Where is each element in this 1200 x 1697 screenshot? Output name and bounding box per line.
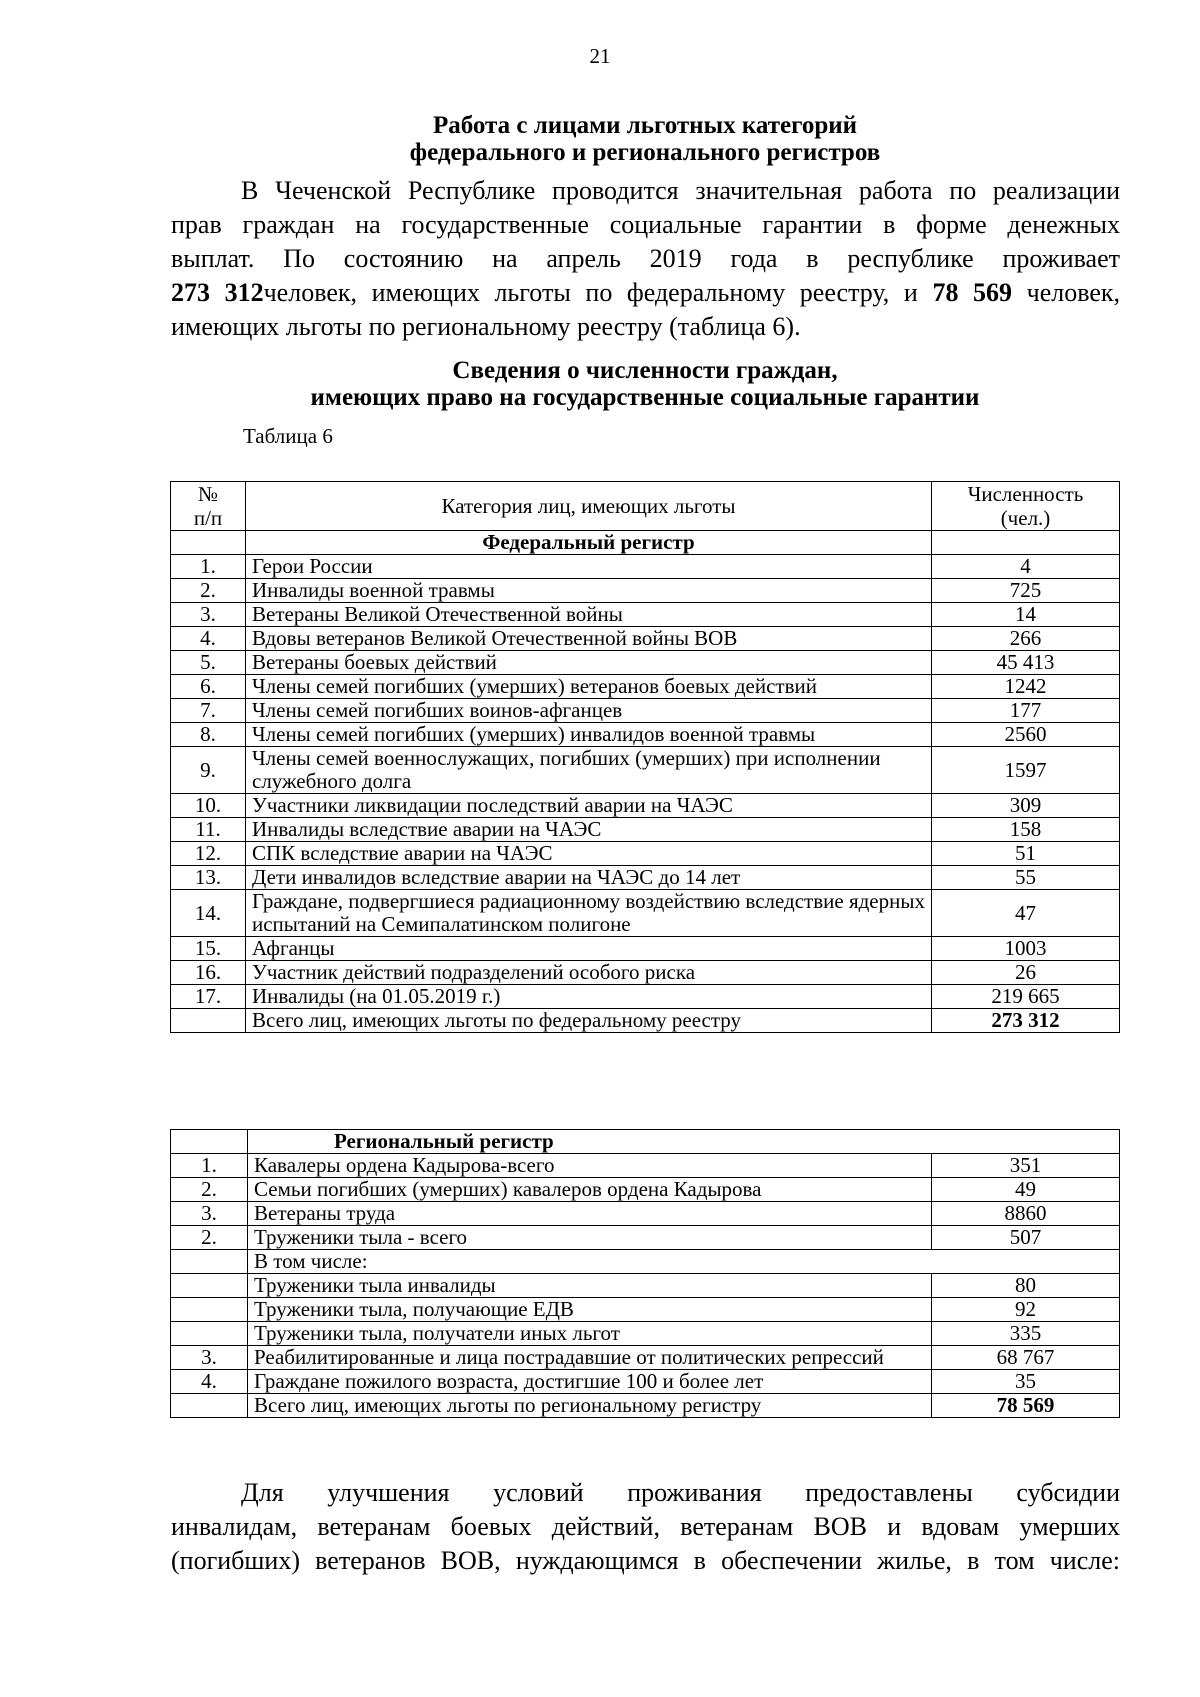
row-count: 14 <box>932 603 1120 627</box>
row-category: Инвалиды военной травмы <box>246 579 932 603</box>
table-row <box>171 579 1120 603</box>
row-number: 10. <box>171 794 246 818</box>
section-title-line-2: федерального и регионального регистров <box>409 139 881 166</box>
federal-section-label: Федеральный регистр <box>246 531 932 555</box>
row-count: 55 <box>932 866 1120 890</box>
row-count: 725 <box>932 579 1120 603</box>
table-row <box>171 747 1120 794</box>
row-count: 1242 <box>932 675 1120 699</box>
row-category: Семьи погибших (умерших) кавалеров ордена Кадырова <box>248 1178 932 1202</box>
table-row <box>171 603 1120 627</box>
row-category: Инвалиды (на 01.05.2019 г.) <box>246 985 932 1009</box>
row-category: Участник действий подразделений особого риска <box>246 961 932 985</box>
row-category: Члены семей погибших (умерших) ветеранов боевых действий <box>246 675 932 699</box>
intro-line-1: В Чеченской Республике проводится значительная работа по реализации <box>241 176 1120 205</box>
table-row <box>171 699 1120 723</box>
table-row <box>171 794 1120 818</box>
table-title-line-1: Сведения о численности граждан, <box>452 357 838 384</box>
table-row <box>171 1298 1120 1322</box>
row-number <box>171 1298 248 1322</box>
row-count: 49 <box>932 1178 1120 1202</box>
table-row <box>171 866 1120 890</box>
table-row <box>171 890 1120 937</box>
row-category: Ветераны боевых действий <box>246 651 932 675</box>
row-category: Члены семей погибших (умерших) инвалидов военной травмы <box>246 723 932 747</box>
table-row <box>171 1202 1120 1226</box>
row-count: 35 <box>932 1370 1120 1394</box>
header-num: № п/п <box>171 482 246 531</box>
federal-total-label: Всего лиц, имеющих льготы по федеральному реестру <box>246 1009 932 1033</box>
row-category: Члены семей погибших воинов-афганцев <box>246 699 932 723</box>
row-category: Инвалиды вследствие аварии на ЧАЭС <box>246 818 932 842</box>
row-count: 92 <box>932 1298 1120 1322</box>
section-title-line-1: Работа с лицами льготных категорий <box>432 112 858 139</box>
header-count: Численность (чел.) <box>932 482 1120 531</box>
row-category: Граждане, подвергшиеся радиационному воздействию вследствие ядерных испытаний на Семипалатинском полигоне <box>246 890 932 937</box>
row-count: 51 <box>932 842 1120 866</box>
intro-line-5: имеющих льготы по региональному реестру (таблица 6). <box>171 312 801 341</box>
table-row <box>171 1274 1120 1298</box>
intro-paragraph <box>171 174 1120 344</box>
closing-line-3: (погибших) ветеранов ВОВ, нуждающимся в обеспечении жилье, в том числе: <box>171 1546 1120 1575</box>
row-number <box>171 1322 248 1346</box>
table-title-line-2: имеющих право на государственные социальные гарантии <box>310 384 980 411</box>
page-number: 21 <box>589 44 611 68</box>
closing-paragraph <box>171 1476 1120 1578</box>
intro-line-3: выплат. По состоянию на апрель 2019 года в республике проживает <box>171 244 1120 273</box>
regional-section-row <box>171 1130 1120 1154</box>
table-row <box>171 842 1120 866</box>
federal-section-row <box>171 531 1120 555</box>
row-category: Кавалеры ордена Кадырова-всего <box>248 1154 932 1178</box>
table-row <box>171 651 1120 675</box>
row-count: 266 <box>932 627 1120 651</box>
row-number: 4. <box>171 627 246 651</box>
row-number: 17. <box>171 985 246 1009</box>
table-row <box>171 555 1120 579</box>
row-count: 351 <box>932 1154 1120 1178</box>
row-count: 2560 <box>932 723 1120 747</box>
row-category: СПК вследствие аварии на ЧАЭС <box>246 842 932 866</box>
row-number: 12. <box>171 842 246 866</box>
row-count: 68 767 <box>932 1346 1120 1370</box>
row-category: Участники ликвидации последствий аварии на ЧАЭС <box>246 794 932 818</box>
table-title <box>170 357 1120 411</box>
row-number: 1. <box>171 555 246 579</box>
row-count: 219 665 <box>932 985 1120 1009</box>
row-number: 4. <box>171 1370 248 1394</box>
row-count: 335 <box>932 1322 1120 1346</box>
row-number <box>171 1274 248 1298</box>
row-category: Афганцы <box>246 937 932 961</box>
row-category: Труженики тыла - всего <box>248 1226 932 1250</box>
row-category: Реабилитированные и лица пострадавшие от политических репрессий <box>248 1346 932 1370</box>
row-number: 9. <box>171 747 246 794</box>
table-row <box>171 1322 1120 1346</box>
header-category: Категория лиц, имеющих льготы <box>246 482 932 531</box>
row-number: 13. <box>171 866 246 890</box>
row-number: 15. <box>171 937 246 961</box>
row-category: Труженики тыла инвалиды <box>248 1274 932 1298</box>
table-row <box>171 961 1120 985</box>
row-category: Герои России <box>246 555 932 579</box>
federal-total-inline: 273 312 <box>171 278 264 307</box>
table-row <box>171 723 1120 747</box>
row-category: Ветераны Великой Отечественной войны <box>246 603 932 627</box>
regional-subgroup-label: В том числе: <box>248 1250 1120 1274</box>
closing-line-1: Для улучшения условий проживания предоставлены субсидии <box>241 1478 1120 1507</box>
federal-total-row <box>171 1009 1120 1033</box>
regional-register-table <box>170 1129 1120 1418</box>
table-header-row <box>171 482 1120 531</box>
federal-register-table <box>170 481 1120 1033</box>
row-count: 1003 <box>932 937 1120 961</box>
table-row <box>171 818 1120 842</box>
closing-line-2: инвалидам, ветеранам боевых действий, ветеранам ВОВ и вдовам умерших <box>171 1512 1120 1541</box>
row-count: 177 <box>932 699 1120 723</box>
federal-total-value: 273 312 <box>932 1009 1120 1033</box>
section-title <box>170 112 1120 166</box>
table-row <box>171 1154 1120 1178</box>
row-count: 4 <box>932 555 1120 579</box>
table-row <box>171 1226 1120 1250</box>
row-category: Труженики тыла, получающие ЕДВ <box>248 1298 932 1322</box>
regional-total-row <box>171 1394 1120 1418</box>
row-number: 7. <box>171 699 246 723</box>
row-number: 1. <box>171 1154 248 1178</box>
row-number: 16. <box>171 961 246 985</box>
row-count: 8860 <box>932 1202 1120 1226</box>
row-number: 3. <box>171 1346 248 1370</box>
row-number: 8. <box>171 723 246 747</box>
regional-total-inline: 78 569 <box>932 278 1013 307</box>
row-category: Ветераны труда <box>248 1202 932 1226</box>
row-count: 47 <box>932 890 1120 937</box>
row-count: 26 <box>932 961 1120 985</box>
table-row <box>171 1346 1120 1370</box>
regional-section-label: Региональный регистр <box>248 1130 1120 1154</box>
table-row <box>171 1178 1120 1202</box>
row-number: 14. <box>171 890 246 937</box>
table-caption: Таблица 6 <box>243 424 333 448</box>
table-row <box>171 937 1120 961</box>
row-count: 80 <box>932 1274 1120 1298</box>
row-category: Труженики тыла, получатели иных льгот <box>248 1322 932 1346</box>
row-count: 158 <box>932 818 1120 842</box>
row-number: 2. <box>171 1178 248 1202</box>
row-category: Члены семей военнослужащих, погибших (умерших) при исполнении служебного долга <box>246 747 932 794</box>
intro-line-4 <box>171 276 1120 310</box>
row-category: Граждане пожилого возраста, достигшие 100 и более лет <box>248 1370 932 1394</box>
row-number: 6. <box>171 675 246 699</box>
row-category: Дети инвалидов вследствие аварии на ЧАЭС до 14 лет <box>246 866 932 890</box>
row-count: 507 <box>932 1226 1120 1250</box>
table-row <box>171 985 1120 1009</box>
row-number: 3. <box>171 603 246 627</box>
row-number: 11. <box>171 818 246 842</box>
regional-total-label: Всего лиц, имеющих льготы по региональному регистру <box>248 1394 932 1418</box>
row-category: Вдовы ветеранов Великой Отечественной войны ВОВ <box>246 627 932 651</box>
row-count: 1597 <box>932 747 1120 794</box>
intro-line-2: прав граждан на государственные социальные гарантии в форме денежных <box>171 210 1120 239</box>
table-row <box>171 675 1120 699</box>
regional-total-value: 78 569 <box>932 1394 1120 1418</box>
row-count: 309 <box>932 794 1120 818</box>
regional-subgroup-row <box>171 1250 1120 1274</box>
intro-line-4-text-2: человек, <box>1012 278 1121 307</box>
row-number: 3. <box>171 1202 248 1226</box>
row-number: 5. <box>171 651 246 675</box>
row-count: 45 413 <box>932 651 1120 675</box>
table-row <box>171 1370 1120 1394</box>
row-number: 2. <box>171 1226 248 1250</box>
row-number: 2. <box>171 579 246 603</box>
intro-line-4-text-1: человек, имеющих льготы по федеральному реестру, и <box>263 278 918 307</box>
table-row <box>171 627 1120 651</box>
